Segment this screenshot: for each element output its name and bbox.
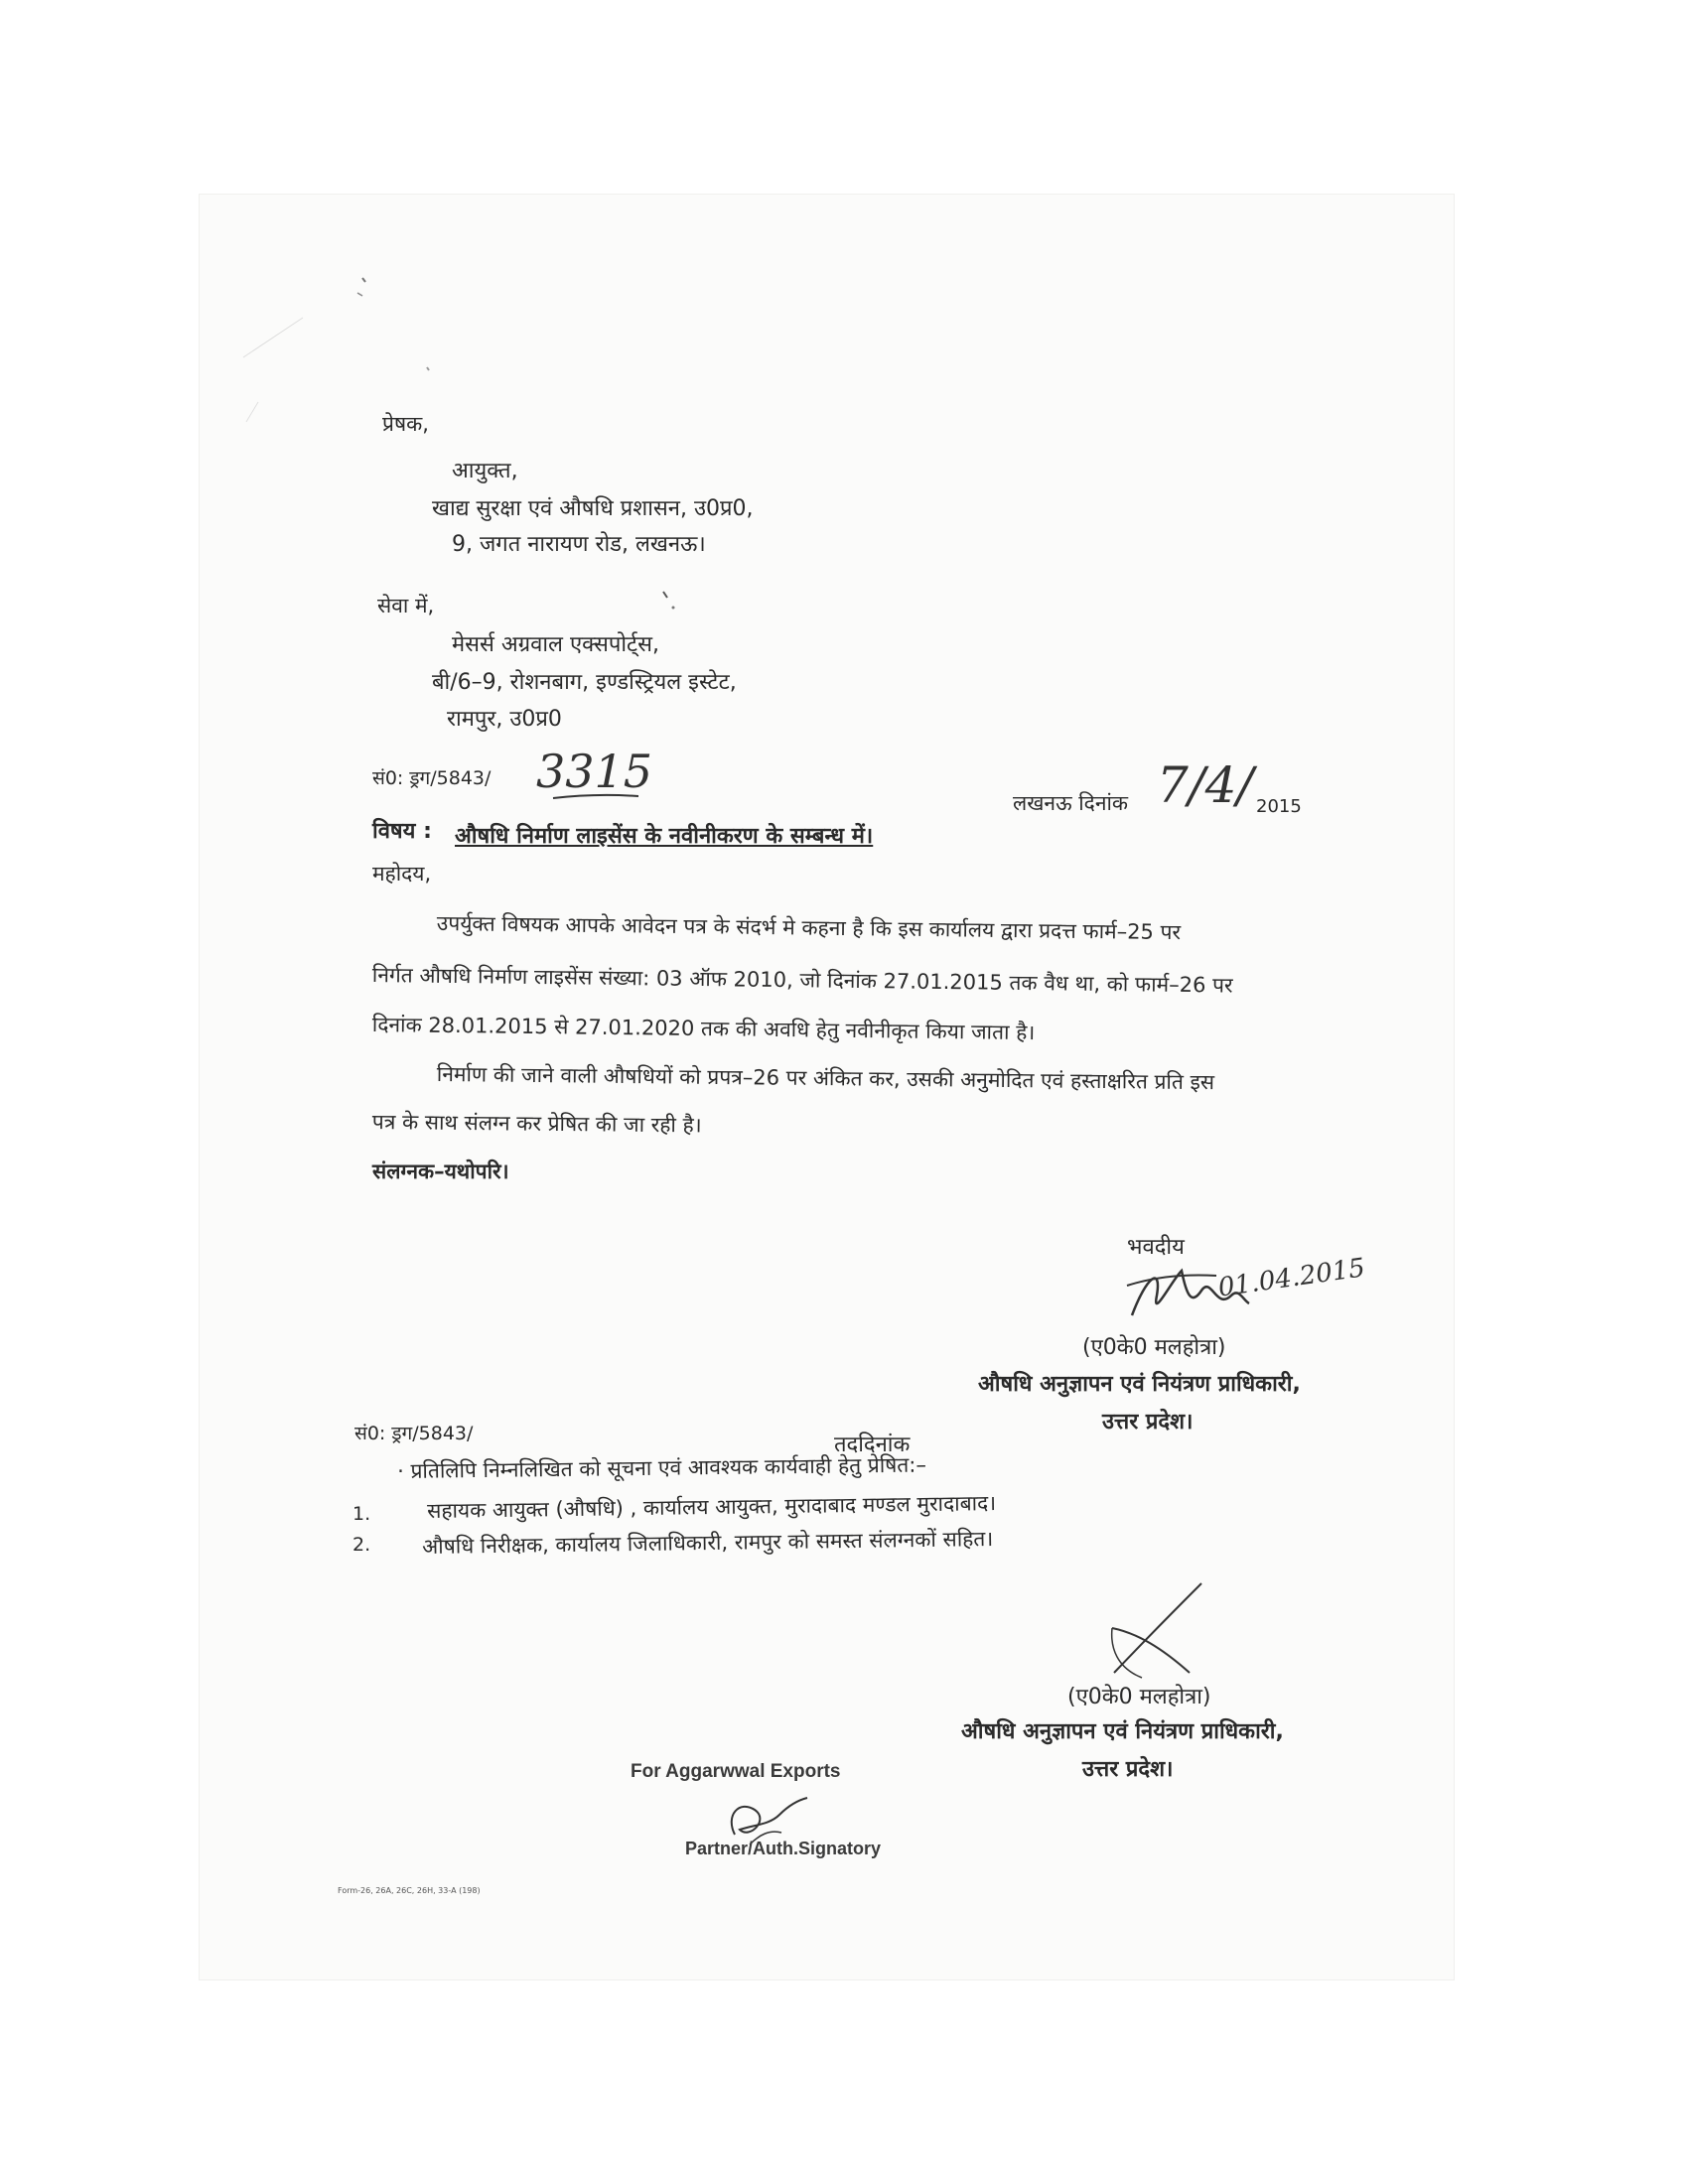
recipient-label: सेवा में, (377, 594, 435, 617)
sender-label: प्रेषक, (382, 412, 429, 436)
reference-number: सं0: ड्रग/5843/ (372, 767, 492, 789)
signatory-state: उत्तर प्रदेश। (1102, 1410, 1194, 1434)
signature-handwritten-date: 01.04.2015 (1216, 1253, 1367, 1303)
body-p1-line-2: निर्गत औषधि निर्माण लाइसेंस संख्या: 03 ऑफ 2010, जो दिनांक 27.01.2015 तक वैध था, को फार्म–26 पर (371, 963, 1233, 998)
body-p1-line-3: दिनांक 28.01.2015 से 27.01.2020 तक की अवधि हेतु नवीनीकृत किया जाता है। (371, 1013, 1036, 1045)
stamp-role: Partner/Auth.Signatory (685, 1839, 882, 1858)
date-place-label: लखनऊ दिनांक (1013, 791, 1129, 815)
enclosure-note: संलग्नक–यथोपरि। (372, 1160, 509, 1183)
copy-item-1-number: 1. (352, 1503, 371, 1525)
body-p1-line-1: उपर्युक्त विषयक आपके आवेदन पत्र के संदर्भ मे कहना है कि इस कार्यालय द्वारा प्रदत्त फार्म–25 पर (436, 911, 1182, 945)
salutation: महोदय, (372, 862, 432, 886)
sender-line-3: 9, जगत नारायण रोड, लखनऊ। (452, 532, 706, 557)
signatory-name: (ए0के0 मलहोत्रा) (1082, 1335, 1226, 1360)
signatory2-name: (ए0के0 मलहोत्रा) (1067, 1685, 1211, 1709)
handwritten-reference: 3315 (536, 745, 653, 798)
date-year: 2015 (1256, 796, 1302, 817)
subject-label: विषय : (372, 819, 432, 844)
signatory2-designation: औषधि अनुज्ञापन एवं नियंत्रण प्राधिकारी, (961, 1719, 1284, 1744)
copy-reference: सं0: ड्रग/5843/ (354, 1423, 474, 1444)
footer-form-note: Form-26, 26A, 26C, 26H, 33-A (198) (338, 1886, 481, 1895)
signatory2-state: उत्तर प्रदेश। (1082, 1757, 1174, 1782)
subject-text: औषधि निर्माण लाइसेंस के नवीनीकरण के सम्बन्ध में। (455, 824, 874, 849)
closing-text: भवदीय (1127, 1235, 1185, 1260)
copy-item-2-text: औषधि निरीक्षक, कार्यालय जिलाधिकारी, रामपुर को समस्त संलग्नकों सहित। (422, 1526, 994, 1559)
reference-underline (551, 792, 640, 802)
copy-intro: · प्रतिलिपि निम्नलिखित को सूचना एवं आवश्यक कार्यवाही हेतु प्रेषित:– (397, 1452, 927, 1483)
copy-item-1-text: सहायक आयुक्त (औषधि) , कार्यालय आयुक्त, मुरादाबाद मण्डल मुरादाबाद। (427, 1490, 997, 1523)
signature-scribble-2 (1102, 1578, 1211, 1688)
copy-intro-text: प्रतिलिपि निम्नलिखित को सूचना एवं आवश्यक कार्यवाही हेतु प्रेषित:– (410, 1452, 927, 1483)
handwritten-date: 7/4/ (1157, 756, 1254, 814)
sender-line-2: खाद्य सुरक्षा एवं औषधि प्रशासन, उ0प्र0, (432, 496, 754, 521)
recipient-line-1: मेसर्स अग्रवाल एक्सपोर्ट्स, (452, 632, 659, 657)
signatory-designation: औषधि अनुज्ञापन एवं नियंत्रण प्राधिकारी, (978, 1372, 1301, 1397)
recipient-line-2: बी/6–9, रोशनबाग, इण्डस्ट्रियल इस्टेट, (432, 670, 737, 695)
copy-item-2-number: 2. (352, 1534, 371, 1556)
scan-speck (655, 586, 685, 615)
stamp-company: For Aggarwwal Exports (631, 1761, 841, 1782)
body-p2-line-1: निर्माण की जाने वाली औषधियों को प्रपत्र–26 पर अंकित कर, उसकी अनुमोदित एवं हस्ताक्षरित प्रति इस (436, 1062, 1215, 1095)
recipient-line-3: रामपुर, उ0प्र0 (447, 707, 562, 732)
sender-line-1: आयुक्त, (452, 459, 518, 483)
body-p2-line-2: पत्र के साथ संलग्न कर प्रेषित की जा रही है। (371, 1110, 702, 1138)
copy-date-label: तददिनांक (834, 1433, 911, 1457)
scan-edge-marks (238, 258, 437, 457)
